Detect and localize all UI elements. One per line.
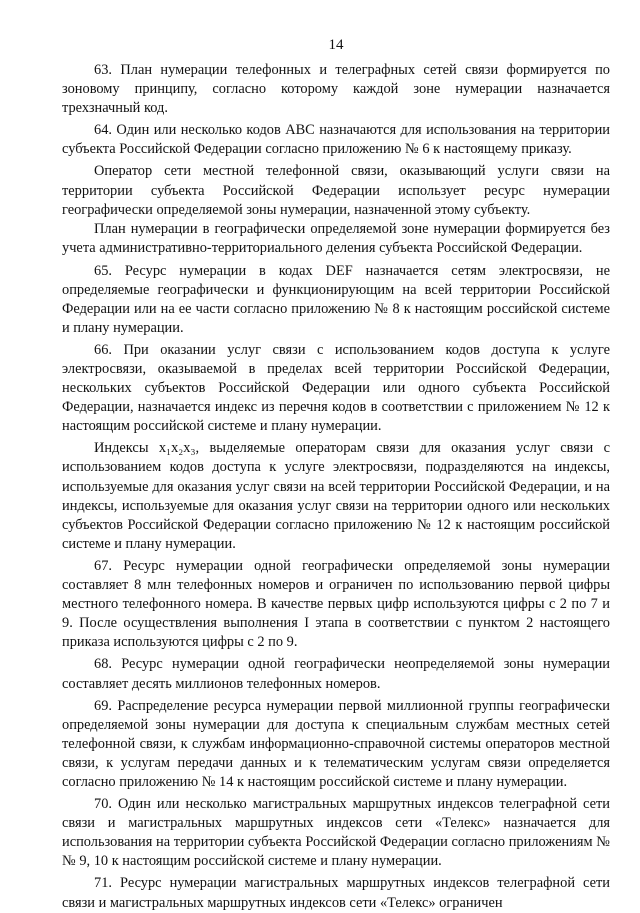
page-number: 14	[328, 37, 344, 53]
paragraph-68: 68. Ресурс нумерации одной географически неопределяемой зоны нумерации составляет десять миллионов телефонных номеров.	[62, 656, 610, 692]
paragraph-63: 63. План нумерации телефонных и телеграфных сетей связи формируется по зоновому принципу, согласно которому каждой зоне нумерации назначается трехзначный код.	[62, 62, 610, 117]
paragraph-71: 71. Ресурс нумерации магистральных маршрутных индексов телеграфной сети связи и магистральных маршрутных индексов сети «Телекс» ограничен	[62, 875, 610, 911]
document-page	[62, 36, 610, 913]
paragraph-64: 64. Один или несколько кодов ABC назначаются для использования на территории субъекта Российской Федерации согласно приложению № 6 к настоящему приказу.	[62, 122, 610, 158]
paragraph-65: 65. Ресурс нумерации в кодах DEF назначается сетям электросвязи, не определяемые географически и функционирующим на всей территории Российской Федерации или на ее части согласно приложению № 8 к настоящим российской системе и плану нумерации.	[62, 262, 610, 336]
paragraph-67: 67. Ресурс нумерации одной географически определяемой зоны нумерации составляет 8 млн телефонных номеров и ограничен по использованию первой цифры местного телефонного номера. В качестве первых цифр используются цифры с 2 по 7 и 9. После осуществления выполнения I этапа в соответствии с пунктом 2 настоящего приказа используются цифры с 2 по 9.	[62, 557, 610, 651]
paragraph-indexes: Индексы x₁x₂x₃, выделяемые операторам связи для оказания услуг связи с использованием кодов доступа к услуге электросвязи, подразделяются на индексы, используемые для оказания услуг связи на всей территории Российской Федерации, и на индексы, используемые для оказания услуг связи на территории одного или нескольких субъектов Российской Федерации согласно приложению № 12 к настоящим российской системе и плану нумерации.	[62, 440, 610, 552]
paragraph-69: 69. Распределение ресурса нумерации первой миллионной группы географически определяемой зоны нумерации для доступа к специальным службам местных сетей телефонной связи, к службам информационно-справочной системы операторов местной связи, к услугам передачи данных и к телематическим услугам связи определяется согласно приложению № 14 к настоящим российской системе и плану нумерации.	[62, 697, 610, 790]
paragraph-66: 66. При оказании услуг связи с использованием кодов доступа к услуге электросвязи, оказываемой в пределах всей территории Российской Федерации, нескольких субъектов Российской Федерации или одного субъекта Российской Федерации, назначается индекс из перечня кодов в соответствии с приложением № 12 к настоящим российской системе и плану нумерации.	[62, 341, 610, 435]
paragraph-70: 70. Один или несколько магистральных маршрутных индексов телеграфной сети связи и магистральных маршрутных индексов сети «Телекс» назначается для использования на территории субъекта Российской Федерации согласно приложениям №№ 9, 10 к настоящим российской системе и плану нумерации.	[62, 796, 610, 870]
paragraph-numbering-plan: План нумерации в географически определяемой зоне нумерации формируется без учета административно-территориального деления субъекта Российской Федерации.	[62, 221, 610, 257]
paragraph-local-operator: Оператор сети местной телефонной связи, оказывающий услуги связи на территории субъекта Российской Федерации использует ресурс нумерации географически определяемой зоны нумерации, назначенной этому субъекту.	[62, 163, 610, 218]
